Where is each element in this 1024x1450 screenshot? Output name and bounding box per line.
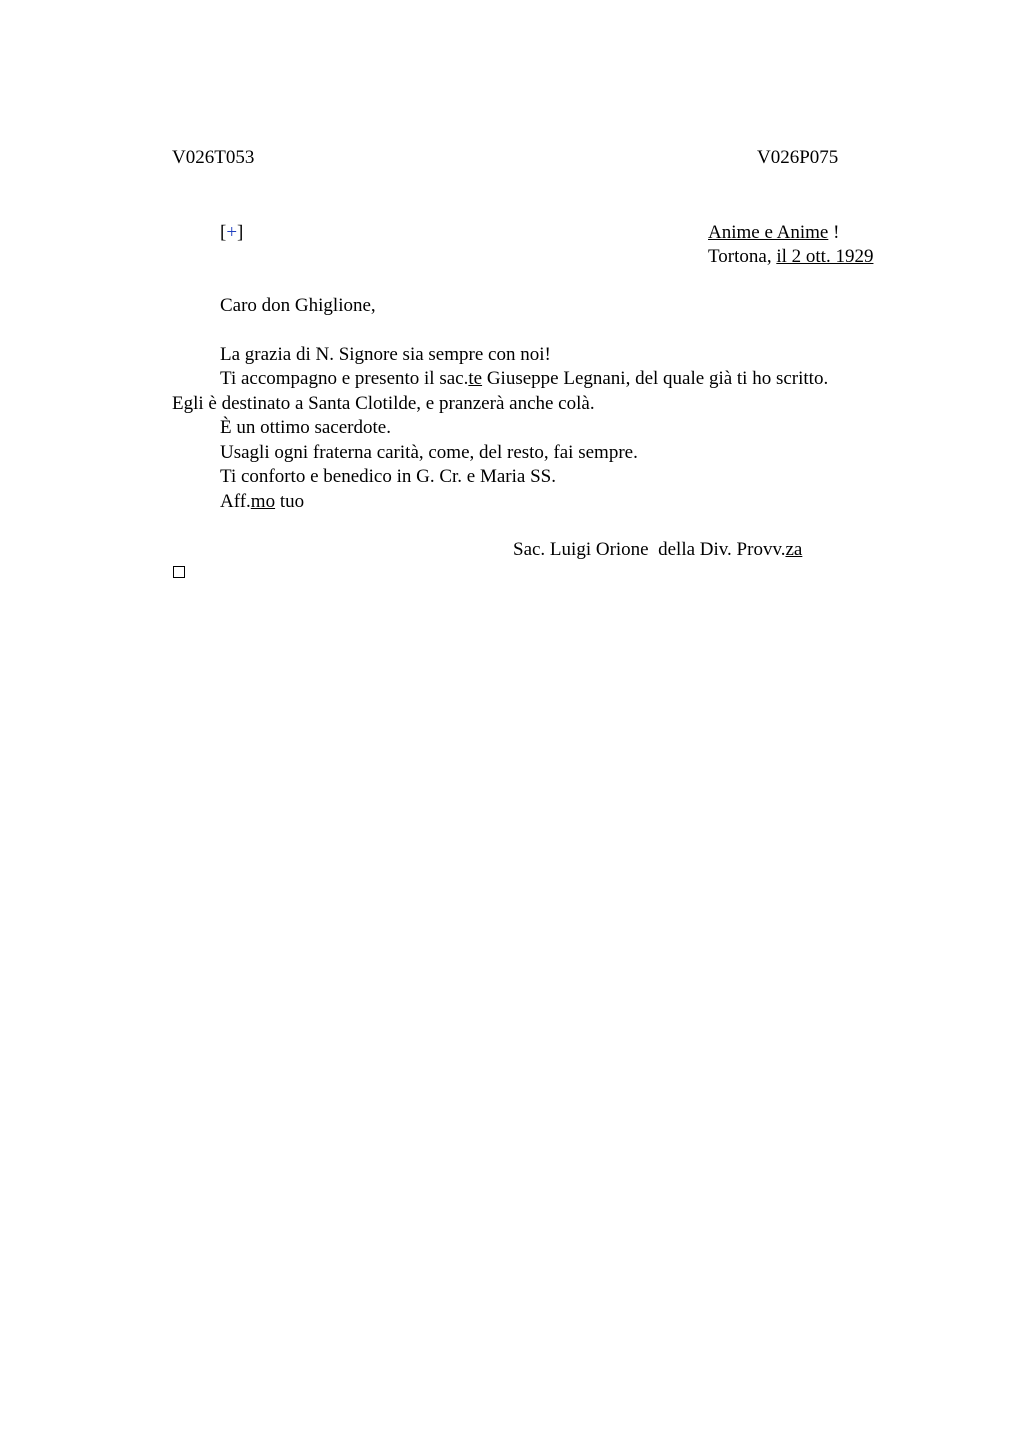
place-date	[708, 245, 873, 269]
salutation: Caro don Ghiglione,	[220, 295, 376, 316]
letter-line-6: Ti conforto e benedico in G. Cr. e Maria SS.	[220, 466, 556, 487]
closing-a: Aff.	[220, 491, 251, 512]
signature-text: Sac. Luigi Orione della Div. Provv.	[513, 539, 786, 560]
closing-b: tuo	[275, 491, 305, 512]
closing-abbrev: mo	[250, 491, 276, 512]
signature	[513, 538, 802, 562]
cross-bracket-close: ]	[237, 222, 244, 243]
letter-line-1: La grazia di N. Signore sia sempre con noi!	[220, 344, 551, 365]
letter-line-2-b: Giuseppe Legnani, del quale già ti ho scritto.	[482, 368, 829, 389]
place: Tortona,	[708, 246, 777, 267]
document-code-right: V026P075	[757, 147, 839, 168]
cross-bracket-open: [	[220, 222, 227, 243]
motto	[708, 221, 839, 245]
end-square-icon	[173, 566, 185, 578]
document-code-left: V026T053	[172, 147, 255, 168]
cross-icon: +	[226, 222, 238, 243]
letter-line-3: Egli è destinato a Santa Clotilde, e pranzerà anche colà.	[172, 393, 595, 414]
motto-text: Anime e Anime	[708, 222, 829, 243]
motto-suffix: !	[828, 222, 840, 243]
cross-mark	[220, 221, 243, 245]
signature-abbrev: za	[785, 539, 803, 560]
letter-line-2-a: Ti accompagno e presento il sac.	[220, 368, 469, 389]
closing	[220, 490, 304, 514]
letter-line-4: È un ottimo sacerdote.	[220, 417, 391, 438]
letter-line-5: Usagli ogni fraterna carità, come, del resto, fai sempre.	[220, 442, 638, 463]
letter-line-2	[220, 367, 828, 391]
letter-line-2-abbrev: te	[468, 368, 483, 389]
date: il 2 ott. 1929	[776, 246, 874, 267]
